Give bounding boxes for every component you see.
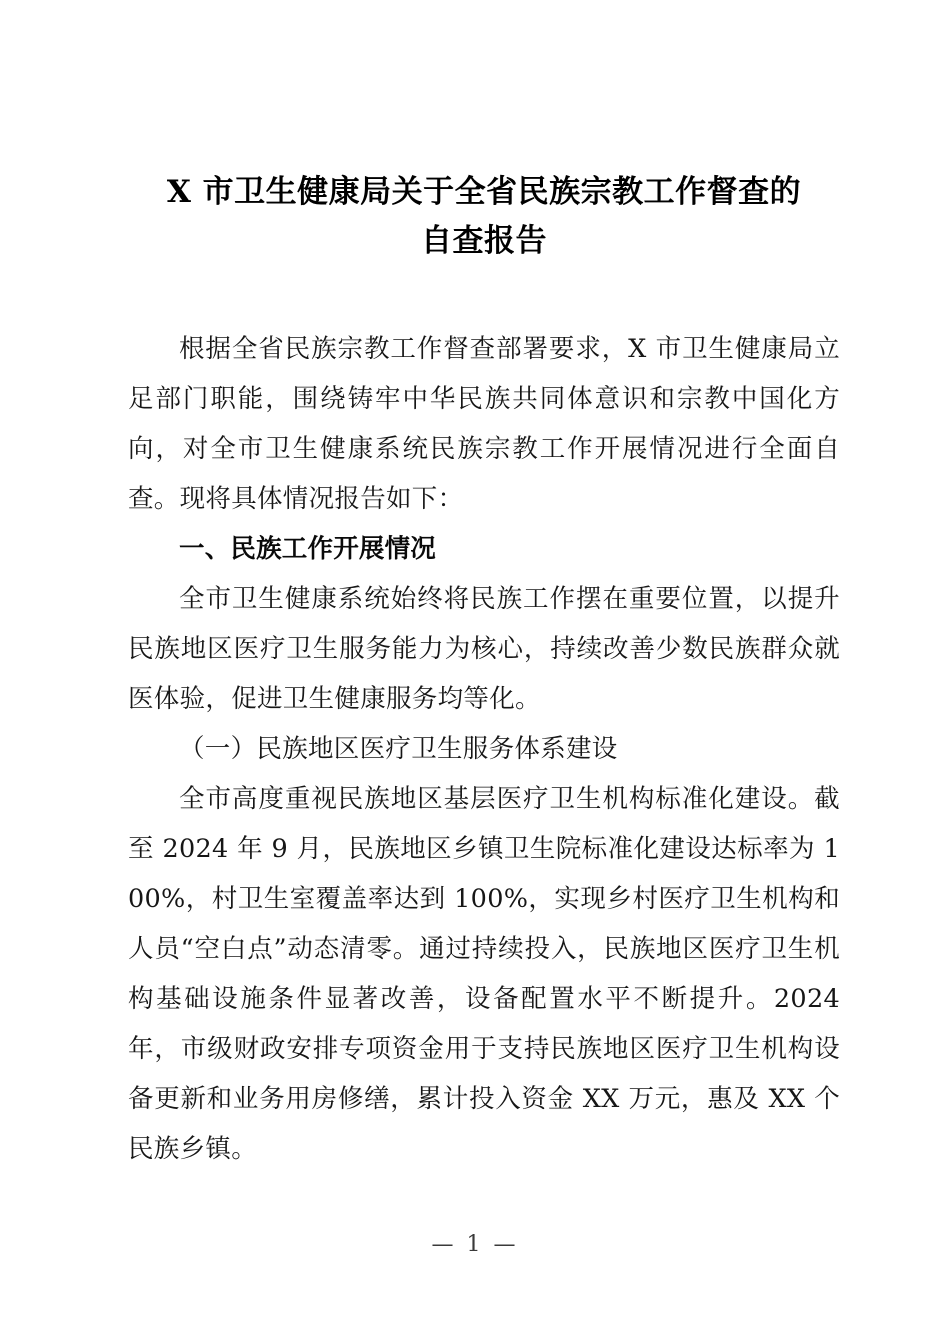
document-content [128,168,840,1174]
section-heading-1: 一、民族工作开展情况 [179,534,437,564]
document-title [128,168,840,266]
title-spacer [128,266,840,324]
document-title-line-2: 自查报告 [421,223,547,259]
page-footer [0,1232,950,1257]
subsection-heading-1: （一）民族地区医疗卫生服务体系建设 [179,734,618,764]
body-paragraph-overview: 全市卫生健康系统始终将民族工作摆在重要位置，以提升民族地区医疗卫生服务能力为核心，持续改善少数民族群众就医体验，促进卫生健康服务均等化。 [128,584,840,714]
body-paragraph-infrastructure: 全市高度重视民族地区基层医疗卫生机构标准化建设。截至 2024 年 9 月，民族地区乡镇卫生院标准化建设达标率为 100%，村卫生室覆盖率达到 100%，实现乡村医疗卫生机构和人员“空白点”动态清零。通过持续投入，民族地区医疗卫生机构基础设施条件显著改善，设备配置水平不断提升。2024 年，市级财政安排专项资金用于支持民族地区医疗卫生机构设备更新和业务用房修缮，累计投入资金 XX 万元，惠及 XX 个民族乡镇。 [128,784,840,1164]
document-title-line-1: X 市卫生健康局关于全省民族宗教工作督查的 [166,174,802,210]
page-number: — 1 — [431,1232,519,1257]
body-paragraph-intro: 根据全省民族宗教工作督查部署要求，X 市卫生健康局立足部门职能，围绕铸牢中华民族共同体意识和宗教中国化方向，对全市卫生健康系统民族宗教工作开展情况进行全面自查。现将具体情况报告如下： [128,334,840,514]
